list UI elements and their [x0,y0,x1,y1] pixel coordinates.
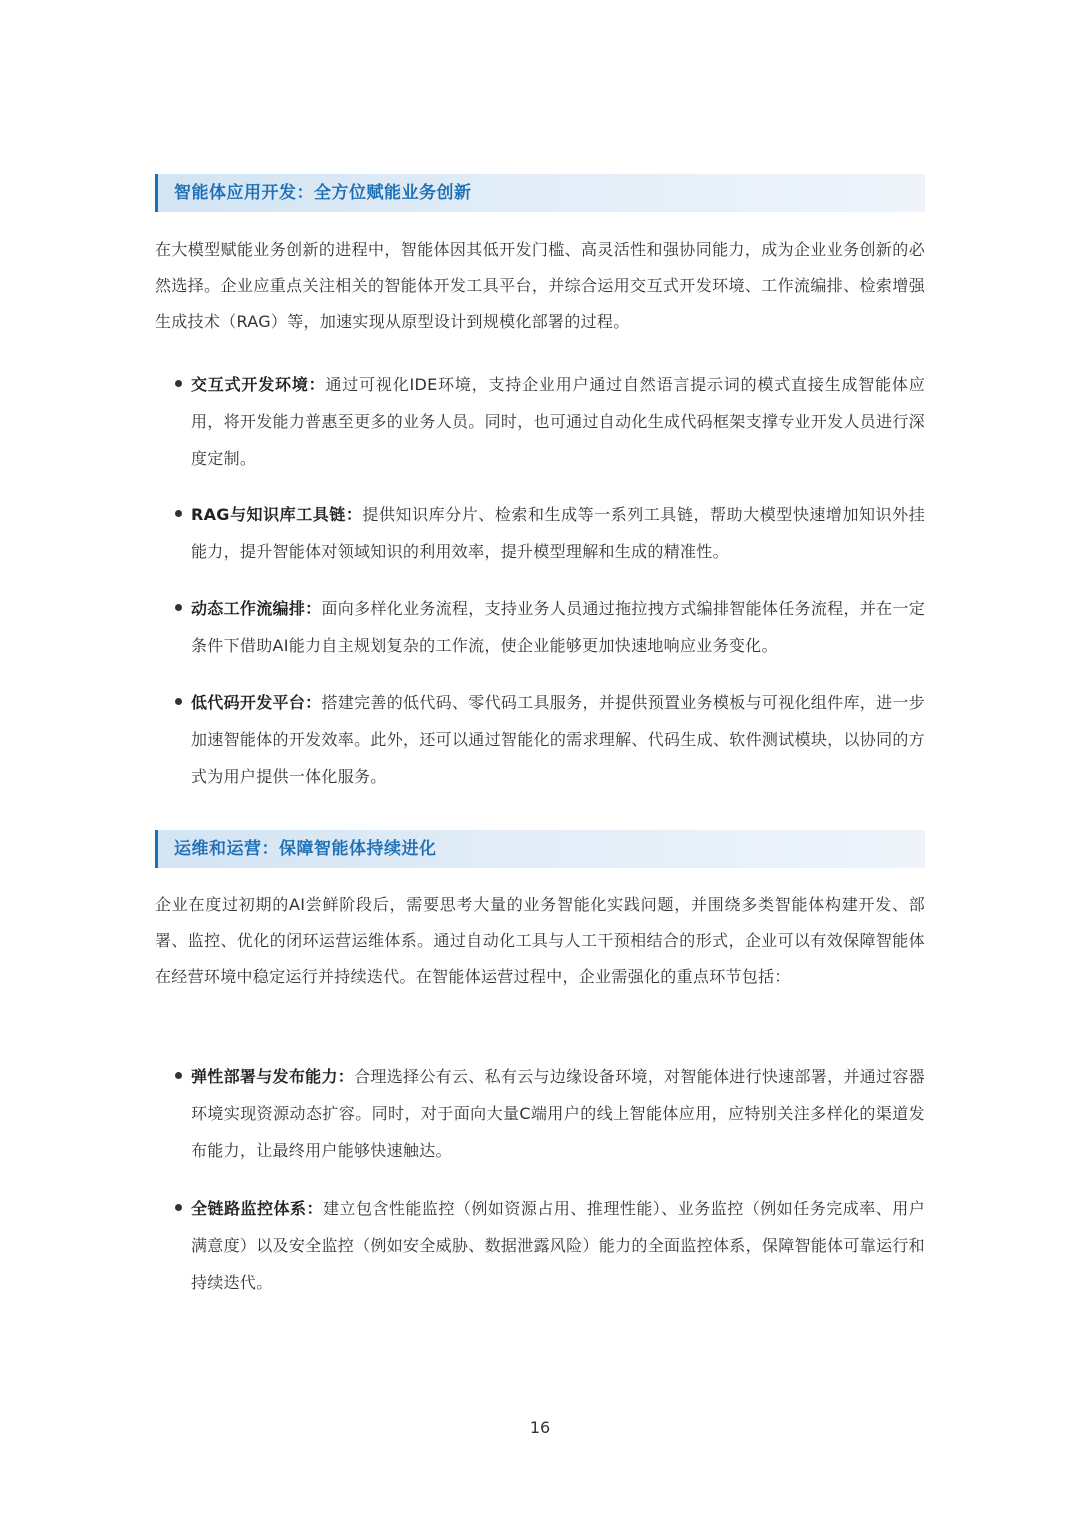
section-heading-text: 运维和运营：保障智能体持续进化 [174,839,437,859]
bullet-dot-icon [175,1204,182,1211]
bullet-description: 建立包含性能监控（例如资源占用、推理性能）、业务监控（例如任务完成率、用户满意度）以及安全监控（例如安全威胁、数据泄露风险）能力的全面监控体系，保障智能体可靠运行和持续迭代。 [191,1199,925,1292]
bullet-description: 提供知识库分片、检索和生成等一系列工具链，帮助大模型快速增加知识外挂能力，提升智能体对领域知识的利用效率，提升模型理解和生成的精准性。 [191,505,925,561]
bullet-dot-icon [175,698,182,705]
bullet-description: 通过可视化IDE环境，支持企业用户通过自然语言提示词的模式直接生成智能体应用，将开发能力普惠至更多的业务人员。同时，也可通过自动化生成代码框架支撑专业开发人员进行深度定制。 [191,375,925,468]
bullet-text-block [191,1190,925,1301]
bullet-dot-icon [175,380,182,387]
bullet-dot-icon [175,604,182,611]
bullet-text-block [191,1058,925,1169]
section-heading-agent-dev [155,174,925,212]
bullet-term: RAG与知识库工具链： [191,505,363,524]
section-heading-ops [155,830,925,868]
bullet-text-block [191,684,925,795]
bullet-dot-icon [175,1072,182,1079]
bullet-description: 合理选择公有云、私有云与边缘设备环境，对智能体进行快速部署，并通过容器环境实现资源动态扩容。同时，对于面向大量C端用户的线上智能体应用，应特别关注多样化的渠道发布能力，让最终用户能够快速触达。 [191,1067,925,1160]
bullet-text-block [191,590,925,664]
bullet-term: 交互式开发环境： [191,375,326,394]
page-number: 16 [529,1418,551,1437]
section-intro-paragraph: 在大模型赋能业务创新的进程中，智能体因其低开发门槛、高灵活性和强协同能力，成为企业业务创新的必然选择。企业应重点关注相关的智能体开发工具平台，并综合运用交互式开发环境、工作流编排、检索增强生成技术（RAG）等，加速实现从原型设计到规模化部署的过程。 [155,240,925,331]
bullet-description: 面向多样化业务流程，支持业务人员通过拖拉拽方式编排智能体任务流程，并在一定条件下借助AI能力自主规划复杂的工作流，使企业能够更加快速地响应业务变化。 [191,599,925,655]
bullet-term: 弹性部署与发布能力： [191,1067,355,1086]
bullet-description: 搭建完善的低代码、零代码工具服务，并提供预置业务模板与可视化组件库，进一步加速智能体的开发效率。此外，还可以通过智能化的需求理解、代码生成、软件测试模块，以协同的方式为用户提供一体化服务。 [191,693,925,786]
bullet-term: 动态工作流编排： [191,599,322,618]
bullet-term: 低代码开发平台： [191,693,322,712]
bullet-dot-icon [175,510,182,517]
bullet-text-block [191,366,925,477]
bullet-term: 全链路监控体系： [191,1199,323,1218]
section-intro-paragraph: 企业在度过初期的AI尝鲜阶段后，需要思考大量的业务智能化实践问题，并围绕多类智能体构建开发、部署、监控、优化的闭环运营运维体系。通过自动化工具与人工干预相结合的形式，企业可以有效保障智能体在经营环境中稳定运行并持续迭代。在智能体运营过程中，企业需强化的重点环节包括： [155,895,925,986]
bullet-text-block [191,496,925,570]
section-heading-text: 智能体应用开发：全方位赋能业务创新 [174,183,472,203]
